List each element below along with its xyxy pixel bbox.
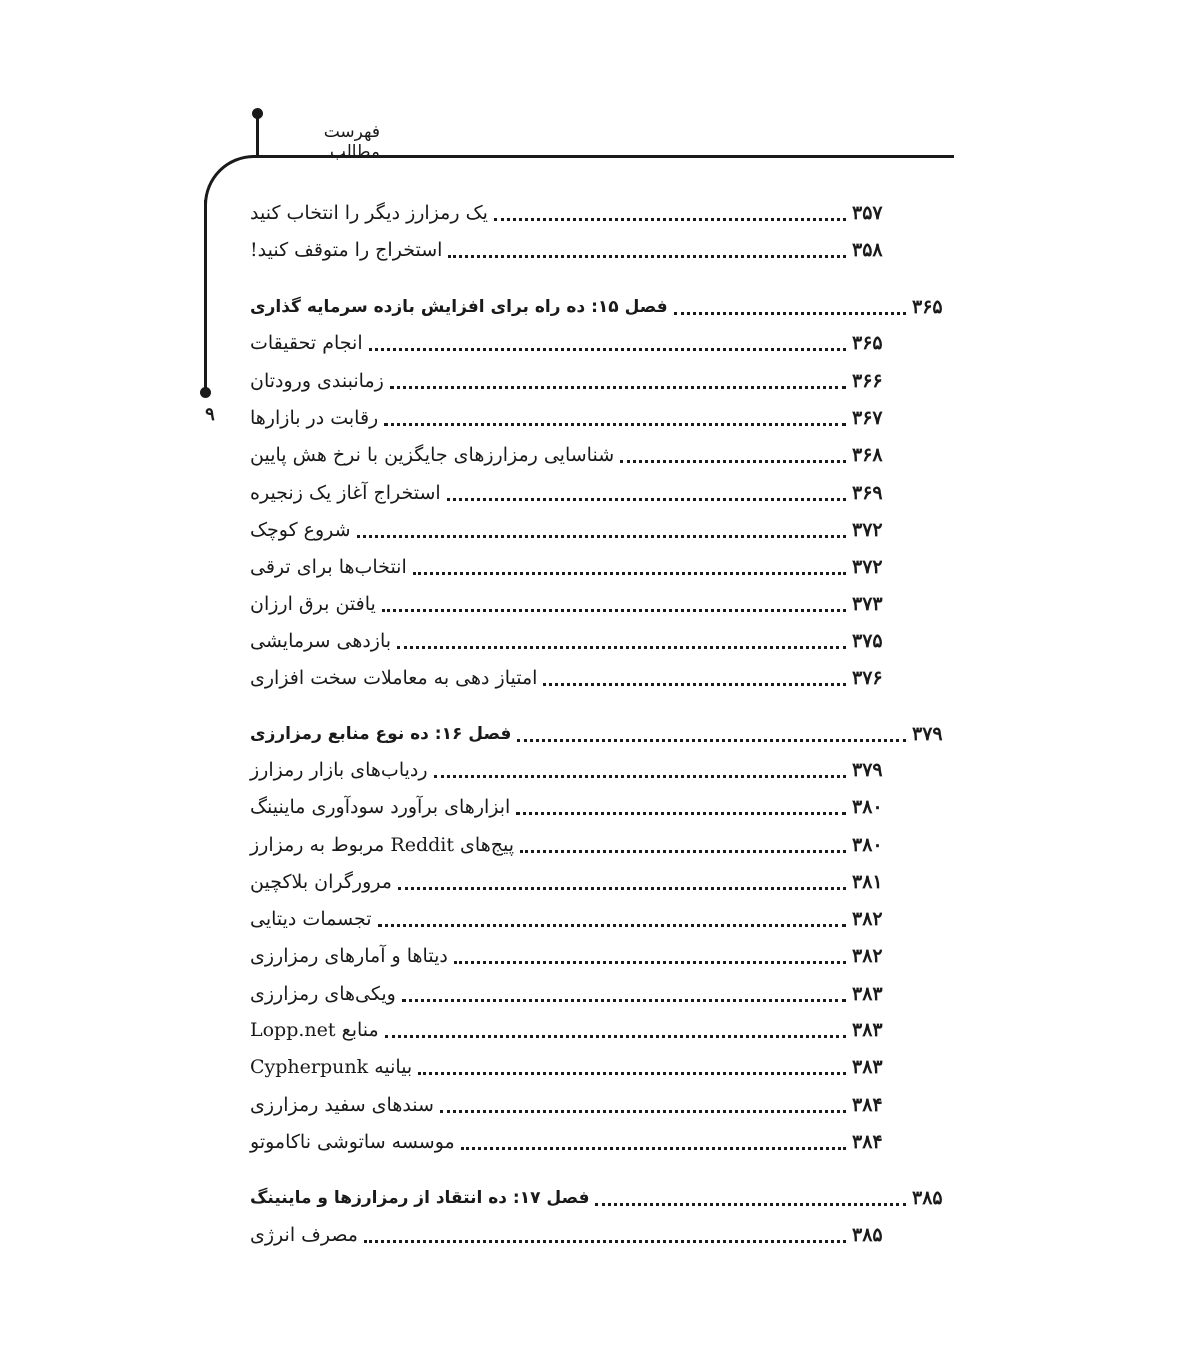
toc-entry-row[interactable]: [250, 476, 894, 508]
toc-page-number: ۳۶۵: [852, 332, 883, 354]
toc-page-number: ۳۶۵: [912, 296, 943, 318]
toc-page-number: ۳۸۰: [852, 834, 883, 856]
toc-entry-title: منابع Lopp.net: [250, 1019, 379, 1041]
toc-chapter-row[interactable]: [250, 1181, 954, 1213]
toc-entry-row[interactable]: [250, 1013, 894, 1045]
dot-leader: [418, 1071, 846, 1075]
toc-entry-title: شناسایی رمزارزهای جایگزین با نرخ هش پایین: [250, 444, 615, 466]
toc-entry-row[interactable]: [250, 1088, 894, 1120]
toc-entry-title: یافتن برق ارزان: [250, 593, 376, 615]
toc-page-number: ۳۶۷: [852, 407, 883, 429]
toc-entry-title: استخراج آغاز یک زنجیره: [250, 482, 441, 504]
toc-page-number: ۳۷۹: [852, 759, 883, 781]
toc-page-number: ۳۷۲: [852, 519, 883, 541]
toc-page-number: ۳۸۲: [852, 945, 883, 967]
toc-entry-row[interactable]: [250, 624, 894, 656]
toc-entry-row[interactable]: [250, 326, 894, 358]
page-number: ۹: [205, 404, 215, 425]
toc-entry-row[interactable]: [250, 661, 894, 693]
dot-leader: [517, 738, 906, 742]
toc-entry-title: رقابت در بازارها: [250, 407, 379, 429]
toc-chapter-row[interactable]: [250, 717, 954, 749]
toc-entry-row[interactable]: [250, 790, 894, 822]
dot-leader: [543, 682, 846, 686]
toc-entry-row[interactable]: [250, 587, 894, 619]
dot-leader: [413, 571, 846, 575]
dot-leader: [448, 254, 846, 258]
toc-entry-title: ویکی‌های رمزارزی: [250, 983, 396, 1005]
toc-entry-row[interactable]: [250, 513, 894, 545]
toc-entry-row[interactable]: [250, 753, 894, 785]
dot-leader: [461, 1146, 846, 1150]
toc-entry-title: ابزارهای برآورد سودآوری ماینینگ: [250, 796, 511, 818]
toc-page-number: ۳۸۱: [852, 871, 883, 893]
toc-page-number: ۳۷۶: [852, 667, 883, 689]
dot-leader: [595, 1202, 906, 1206]
toc-entry-title: بازدهی سرمایشی: [250, 630, 392, 652]
dot-leader: [357, 534, 846, 538]
dot-leader: [494, 217, 846, 221]
toc-page-number: ۳۸۴: [852, 1131, 883, 1153]
toc-page-number: ۳۸۳: [852, 1019, 883, 1041]
toc-entry-title: دیتاها و آمارهای رمزارزی: [250, 945, 448, 967]
toc-page-number: ۳۸۲: [852, 908, 883, 930]
toc-page-number: ۳۷۵: [852, 630, 883, 652]
toc-chapter-title: فصل ۱۶: ده نوع منابع رمزارزی: [250, 724, 512, 744]
dot-leader: [674, 311, 906, 315]
toc-page-number: ۳۷۲: [852, 556, 883, 578]
dot-leader: [402, 998, 846, 1002]
toc-entry-row[interactable]: [250, 1050, 894, 1082]
toc-entry-row[interactable]: [250, 233, 894, 265]
toc-entry-row[interactable]: [250, 1125, 894, 1157]
toc-entry-title: مصرف انرژی: [250, 1224, 358, 1246]
toc-chapter-title: فصل ۱۵: ده راه برای افزایش بازده سرمایه گذاری: [250, 297, 668, 317]
toc-page-number: ۳۶۶: [852, 370, 883, 392]
toc-page-number: ۳۷۳: [852, 593, 883, 615]
toc-entry-title: امتیاز دهی به معاملات سخت افزاری: [250, 667, 538, 689]
toc-page-number: ۳۵۷: [852, 202, 883, 224]
toc-entry-row[interactable]: [250, 196, 894, 228]
toc-entry-row[interactable]: [250, 1218, 894, 1250]
toc-entry-row[interactable]: [250, 902, 894, 934]
dot-leader: [447, 497, 846, 501]
dot-leader: [620, 459, 846, 463]
toc-entry-row[interactable]: [250, 977, 894, 1009]
toc-page-number: ۳۶۸: [852, 444, 883, 466]
toc-entry-title: پیج‌های Reddit مربوط به رمزارز: [250, 834, 515, 856]
toc-page-number: ۳۶۹: [852, 482, 883, 504]
dot-leader: [434, 774, 846, 778]
toc-page-number: ۳۸۳: [852, 1056, 883, 1078]
dot-leader: [454, 960, 846, 964]
toc-entry-title: انجام تحقیقات: [250, 332, 363, 354]
toc-entry-title: انتخاب‌ها برای ترقی: [250, 556, 407, 578]
toc-page-number: ۳۷۹: [912, 723, 943, 745]
toc-entry-title: یک رمزارز دیگر را انتخاب کنید: [250, 202, 488, 224]
toc-entry-title: ردیاب‌های بازار رمزارز: [250, 759, 428, 781]
dot-leader: [382, 608, 846, 612]
toc-entry-row[interactable]: [250, 828, 894, 860]
toc-entry-title: سندهای سفید رمزارزی: [250, 1094, 434, 1116]
toc-entry-row[interactable]: [250, 550, 894, 582]
toc-entry-row[interactable]: [250, 939, 894, 971]
toc-entry-row[interactable]: [250, 438, 894, 470]
toc-chapter-row[interactable]: [250, 290, 954, 322]
toc-entry-title: زمانبندی ورودتان: [250, 370, 384, 392]
toc-entry-title: موسسه ساتوشی ناکاموتو: [250, 1131, 455, 1153]
dot-leader: [516, 811, 846, 815]
toc-entry-row[interactable]: [250, 364, 894, 396]
toc-entry-title: استخراج را متوقف کنید!: [250, 239, 443, 261]
toc-page-number: ۳۵۸: [852, 239, 883, 261]
toc-entry-title: مرورگران بلاکچین: [250, 871, 392, 893]
toc-page-number: ۳۸۰: [852, 796, 883, 818]
toc-entry-title: شروع کوچک: [250, 519, 351, 541]
dot-leader: [378, 923, 846, 927]
dot-leader: [384, 422, 846, 426]
dot-leader: [385, 1034, 846, 1038]
toc-entry-title: تجسمات دیتایی: [250, 908, 372, 930]
dot-leader: [440, 1109, 846, 1113]
toc-entry-row[interactable]: [250, 865, 894, 897]
toc-chapter-title: فصل ۱۷: ده انتقاد از رمزارزها و ماینینگ: [250, 1188, 590, 1208]
running-header-title: فهرست مطالب: [323, 122, 380, 162]
dot-leader: [369, 347, 846, 351]
toc-entry-title: بیانیه Cypherpunk: [250, 1056, 413, 1078]
dot-leader: [520, 849, 846, 853]
dot-leader: [364, 1239, 846, 1243]
toc-page-number: ۳۸۵: [852, 1224, 883, 1246]
dot-leader: [398, 886, 846, 890]
dot-leader: [397, 645, 846, 649]
toc-page-number: ۳۸۳: [852, 983, 883, 1005]
toc-page-number: ۳۸۵: [912, 1187, 943, 1209]
toc-page-number: ۳۸۴: [852, 1094, 883, 1116]
dot-leader: [390, 385, 846, 389]
toc-entry-row[interactable]: [250, 401, 894, 433]
